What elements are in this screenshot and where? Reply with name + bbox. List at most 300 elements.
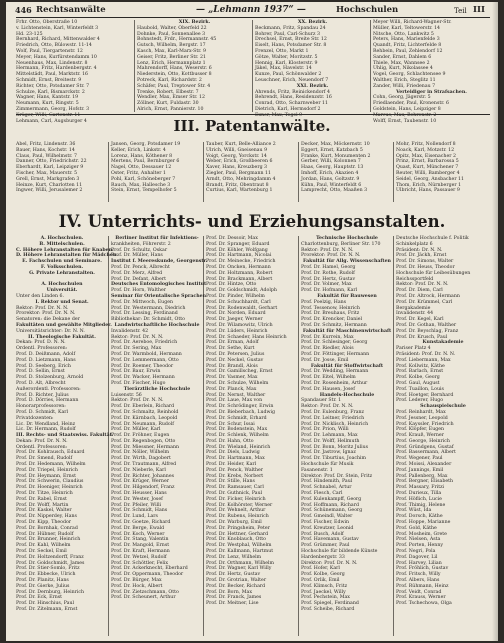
top-column-1 — [16, 20, 135, 124]
listing-line: Prof. Dr. Lehmann, Max — [301, 433, 358, 439]
listing-line: Prof. Dr. Riedler, Alois — [301, 346, 354, 352]
listing-line: Prof. Dr. Warburg, Emil — [206, 520, 262, 526]
listing-line: Prof. Dr. Schur, Issai — [206, 421, 255, 427]
listing-line: Cohn, Georg, Jägerstr. 5 — [373, 95, 431, 101]
listing-line: Claus, Paul, Wilhelmstr. 7 — [16, 153, 77, 159]
listing-line: Prof. Dr. Wieland, Heinrich — [206, 444, 271, 450]
listing-line: Opitz, Max, Eisenacher 2 — [396, 153, 456, 159]
listing-line: Prof. Dr. Wehnelt, Arthur — [206, 508, 266, 514]
listing-line: Prof. Dr. Köhler, Wolfgang — [206, 247, 268, 253]
listing-line: Prof. Dr. Kipp, Theodor — [16, 520, 72, 526]
listing-line: Prof. Dr. Dernburg, Heinrich — [16, 589, 85, 595]
listing-line: Eberhardt, Karl, Leipziger 9 — [16, 165, 84, 171]
listing-line: Kunze, Paul, Schönwalder 2 — [255, 72, 322, 78]
listing-line: Beckmann, Fritz, Spandau 24 — [255, 25, 326, 31]
listing-line: Prof. Liebermann, Max — [396, 357, 451, 363]
listing-line: Peters, Hans, Marienfelde 3 — [373, 37, 440, 43]
listing-line: Danner, Otto, Friedrichstr. 22 — [16, 159, 87, 165]
listing-line: Prof. Tschechowa, Olga — [396, 601, 452, 607]
listing-line: Prof. Poelzig, Hans — [301, 299, 347, 305]
listing-line: Prof. Dr. Gierke, Julius — [16, 583, 70, 589]
listing-line: Friedrich, Otto, Bülowstr. 11-14 — [16, 43, 92, 49]
listing-line: Prof. Gold, Käthe — [396, 525, 437, 531]
listing-line: Prof. Dr. Hinschius, Paul — [16, 601, 75, 607]
listing-line: Goldstein, Hans, Leipziger 8 — [373, 106, 441, 112]
listing-line: Prof. Dr. Schwerin, Claudius — [16, 479, 84, 485]
listing-line: Hd. 23-125 — [16, 31, 43, 37]
listing-line: Prof. Moissi, Alexander — [396, 462, 452, 468]
listing-line: Franke, Kurt, Monumenten 2 — [301, 153, 371, 159]
listing-line: Prof. Fröhlich, Gustav — [396, 566, 449, 572]
listing-line: Prof. Dr. Krüger, Werner — [111, 479, 169, 485]
listing-line: Deutsches Entomologisches Institut — [111, 282, 207, 288]
listing-line: Prof. Barlach, Ernst — [396, 369, 444, 375]
listing-line: Prof. Dr. Titze, Heinrich — [16, 491, 73, 497]
listing-line: Alrich, Ernst, Pannierstr. 10 — [137, 106, 204, 112]
listing-line: Meyer, Hans, Kurfürstendamm 10 — [16, 54, 97, 60]
listing-line: Marcus, Max, Behrenstr. 2 — [373, 112, 437, 118]
listing-line: Prof. Dr. Kurrein, Max — [301, 334, 354, 340]
listing-line: Prof. D. Stolzenburg, Arnold — [16, 375, 84, 381]
listing-line: Prof. Dr. Oncken, Hermann — [206, 264, 271, 270]
listing-line: Prof. Dr. Kaskel, Walter — [16, 508, 72, 514]
listing-line: Prof. Jannings, Emil — [396, 467, 444, 473]
listing-line: Prof. Dr. Leitner, Friedrich — [301, 415, 365, 421]
listing-line: Noack, Karl, Motzstr. 12 — [396, 147, 455, 153]
low-column-5 — [396, 236, 490, 636]
listing-line: Direktor: Prof. Dr. N. N. — [301, 560, 358, 566]
listing-line: Prof. Schnabel, Artur — [301, 485, 352, 491]
listing-line: Prof. Dr. Wilamowitz, Ulrich — [206, 322, 273, 328]
listing-line: Prof. Dr. Dessoir, Max — [206, 236, 258, 241]
listing-line: Prof. Dr. Kahl, Wilhelm — [16, 543, 71, 549]
running-title-center: — „Lehmann 1937“ — — [196, 5, 306, 15]
listing-line: Pohl, Karl, Schöneberger 7 — [111, 176, 176, 182]
listing-line: XXI. Bezirk. — [296, 83, 329, 89]
low-column-2 — [111, 236, 208, 636]
listing-line: Prof. Dr. Hock, Albert — [111, 583, 163, 589]
listing-line: Bergakademie — [396, 305, 431, 311]
listing-line: Weber, Erich, Großbeeren 6 — [206, 159, 273, 165]
listing-line: Prof. Dr. Breuhaus, Fritz — [301, 311, 360, 317]
listing-line: Lic. Dr. Wendland, Heinz — [16, 421, 76, 427]
mid-column-3 — [206, 142, 299, 202]
listing-line: Prof. Flesch, Carl — [301, 491, 343, 497]
listing-line: Prof. Durieux, Tilla — [396, 491, 442, 497]
listing-line: Frenzel, Otto, Markt 1 — [255, 48, 309, 54]
listing-line: Hennig, Karl, Klosterstr. 9 — [255, 60, 318, 66]
listing-line: Prof. Dr. Penck, Albrecht — [111, 264, 170, 270]
listing-line: Prof. Dr. Schaeder, Hans Heinrich — [206, 334, 287, 340]
listing-line: Uhlig, Kurt, Nikolassee 4 — [373, 66, 433, 72]
listing-line: Prof. Kulenkampff, Georg — [301, 496, 362, 502]
listing-line: Prof. Wüst, Ida — [396, 508, 432, 514]
listing-line: Rektor: Prof. Dr. N. N. — [111, 398, 164, 404]
listing-line: Außerordentl. Professoren: — [16, 386, 81, 392]
listing-line: Prof. Kreutzer, Leonid — [301, 525, 354, 531]
listing-line: Prof. Reinhardt, Max — [396, 409, 446, 415]
listing-line: Prof. Dr. Hintze, Otto — [206, 282, 257, 288]
listing-line: Prof. Dr. Hofmann, Karl — [301, 288, 358, 294]
listing-line: Prof. Fischer, Edwin — [301, 520, 349, 526]
listing-line: Prof. Grümmer, Paul — [301, 543, 350, 549]
listing-line: Xaver, Hans, Kreuzberg 3 — [206, 165, 268, 171]
listing-line: Neuenhaus, Max, Lindenstr. 8 — [16, 60, 88, 66]
listing-line: Prof. Dr. Wacker, Hermann — [111, 375, 175, 381]
listing-line: v. Lichtenstein, Karl, Winterfeldt 3 — [16, 25, 99, 31]
listing-line: XX. Bezirk. — [297, 20, 328, 25]
listing-line: Prof. Dr. Wedding, Hermann — [301, 369, 369, 375]
listing-line: Prof. Dr. Zitelmann, Ernst — [16, 607, 78, 612]
listing-line: Fakultät für Allg. Wissenschaften — [303, 259, 391, 265]
top-listing — [16, 20, 490, 124]
listing-line: Handels-Hochschule — [319, 392, 375, 398]
listing-line: Prof. Dr. Lund, Lars — [111, 514, 158, 520]
listing-line: Kasch, Max, Karl-Marx-Str. 9 — [137, 48, 206, 54]
listing-line: Prof. Dr. Krencker, Daniel — [301, 317, 363, 323]
listing-line: Prof. Dr. Horn, Walther — [111, 288, 166, 294]
listing-line: Prof. Gmeindl, Walter — [301, 514, 353, 520]
listing-line: Prof. Dr. Stille, Hans — [206, 479, 255, 485]
listing-line: Prof. Dr. Schmitz, Hermann — [301, 322, 367, 328]
listing-line: Prof. Dr. Schulze, Wilhelm — [206, 380, 269, 386]
listing-line: II. Theologische Fakultät. — [28, 334, 96, 340]
listing-line: Leuschner, Erich, Neuendorf 7 — [255, 77, 329, 83]
listing-line: Prof. Dr. Beyschlag, Franz — [396, 328, 459, 334]
listing-line: Rektor: Prof. Dr. N. N. — [396, 282, 449, 288]
listing-line: Prof. Dr. Mittwoch, Eugen — [111, 299, 173, 305]
mid-column-2 — [111, 142, 204, 202]
page-header — [6, 2, 498, 18]
listing-line: Hochschule für Musik — [301, 462, 354, 468]
listing-line: Prof. Dr. Berge, Ewald — [111, 525, 165, 531]
listing-line: Prof. Negri, Pola — [396, 549, 436, 555]
listing-line: Prof. Dr. Miessner, Hermann — [111, 444, 179, 450]
listing-line: Prof. Dr. Laue, Max von — [206, 398, 263, 404]
listing-line: Prof. Dr. Meinecke, Friedrich — [206, 259, 276, 265]
listing-line: Thom, Erich, Nürnberger 1 — [396, 182, 462, 188]
listing-line: XIX. Bezirk. — [178, 20, 211, 25]
listing-line: Prof. Fritsch, Willy — [396, 572, 441, 578]
listing-line: Prof. Dr. Brunner, Heinrich — [16, 537, 81, 543]
listing-line: Prof. Dr. Lenz, Wilhelm — [206, 554, 262, 560]
listing-line: Prorektor: Prof. Dr. N. N. — [16, 311, 76, 317]
listing-line: Oster, Fritz, Anhalter 1 — [111, 170, 167, 176]
listing-line: Prof. Nielsen, Asta — [396, 537, 441, 543]
listing-line: Fakultäten und gewählte Mitglieder. — [16, 322, 112, 328]
listing-line: Prof. Dr. Krusch, Paul — [396, 334, 448, 340]
listing-line: E. Fachschulen und Seminare. — [22, 259, 102, 265]
listing-line: Prof. Höflich, Lucie — [396, 496, 442, 502]
listing-line: Prof. Dr. Oppermann, Theodor — [111, 572, 184, 578]
listing-line: Prof. Gründgens, Gustaf — [396, 444, 454, 450]
listing-line: Prof. Krauß, Werner — [396, 433, 444, 439]
listing-line: Prof. Dr. Born, Max — [206, 589, 252, 595]
listing-line: Prof. D. Deißmann, Adolf — [16, 351, 76, 357]
listing-line: Kunstakademie — [422, 340, 464, 346]
listing-line: Prof. Dr. Heuss, Theodor — [396, 264, 455, 270]
listing-line: Walther, Erich, Steglitz 11 — [373, 77, 436, 83]
listing-line: Reichssportfeld — [396, 276, 434, 282]
listing-line: Prof. Dr. Jaeger, Werner — [206, 317, 263, 323]
low-column-3 — [206, 236, 299, 636]
listing-line: Dekan: Prof. D. N. N. — [16, 340, 66, 346]
part-number: III — [473, 5, 485, 15]
listing-line: Ulbricht, Hans, Passauer 9 — [396, 188, 460, 194]
listing-line: Prof. Dr. Hamel, Georg — [301, 264, 356, 270]
listing-line: Sander, Ernst, Dahlem 6 — [373, 54, 432, 60]
listing-line: Prof. Dr. Stang, Valentin — [111, 537, 169, 543]
listing-line: Grell, Ernst, Markgrafen 3 — [16, 176, 80, 182]
listing-line: Prof. Dr. Vasmer, Max — [206, 375, 258, 381]
listing-line: Müller, Karl, Teltowerstr. 14 — [373, 25, 441, 31]
listing-line: D. Höhere Lehranstalten für Mädchen. — [16, 253, 118, 259]
listing-line: Rauch, Max, Hallesche 3 — [111, 182, 171, 188]
listing-line: Prinz, Ernst, Barbarossa 5 — [396, 159, 459, 165]
listing-line: Spandauer Str. 1 — [301, 398, 342, 404]
listing-line: Prof. Dr. Diem, Carl — [396, 288, 443, 294]
listing-line: Meyer Willi, Richard-Wagner-Str. — [373, 20, 452, 25]
listing-line: Prof. Dr. Heusser, Hans — [111, 491, 167, 497]
listing-line: Prof. Hoetger, Bernhard — [396, 392, 454, 398]
listing-line: Prof. Dr. Pfeiler, Willi — [111, 502, 162, 508]
listing-line: Kühn, Paul, Winterfeldt 6 — [301, 182, 362, 188]
listing-line: Tierärztliche Hochschule — [123, 386, 191, 392]
listing-line: Götze, Walter, Moritzstr. 5 — [255, 54, 318, 60]
listing-line: Präsident: Dr. N. N. — [396, 247, 443, 253]
listing-line: Prof. Dr. Heymann, Ernst — [16, 473, 76, 479]
listing-line: Universitätsrichter: Dr. N. N. — [16, 328, 85, 334]
listing-line: Prof. Dr. Wolff, Hellmuth — [301, 438, 360, 444]
listing-line: Conrad, Otto, Scharnweber 11 — [255, 101, 329, 107]
listing-line: Thiele, Max, Wannsee 2 — [373, 60, 430, 66]
listing-line: Eggert, Ernst, Katzbach 5 — [301, 147, 363, 153]
listing-line: Prof. D. Dörries, Hermann — [16, 398, 79, 404]
listing-line: Nagel, Otto, Dessauer 12 — [111, 165, 172, 171]
listing-line: Verteidiger in Strafsachen. — [396, 89, 467, 95]
header-rule — [16, 17, 490, 18]
listing-line: Ingwer, Willi, Jerusalemer 2 — [16, 188, 83, 194]
listing-line: G. Private Lehranstalten. — [29, 270, 95, 276]
listing-line: Potreck, Karl, Richardstr. 2 — [137, 77, 202, 83]
listing-line: Prof. Dr. Sering, Max — [111, 346, 162, 352]
listing-line: Heinze, Kurt, Charlotten 11 — [16, 182, 83, 188]
listing-line: Prof. Dr. Pringsheim, Peter — [206, 525, 270, 531]
listing-line: Prof. D. Seeberg, Erich — [16, 363, 71, 369]
listing-line: Schauspielschule — [420, 404, 466, 410]
listing-line: Fakultät für Bauwesen — [317, 293, 377, 299]
listing-line: Prof. Dr. Smend, Rudolf — [16, 456, 73, 462]
listing-line: Luisenstr. 56 — [111, 392, 142, 398]
listing-line: Vogel, Georg, Schlachtensee 9 — [373, 72, 446, 78]
listing-line: Geiser, Fritz, Berliner Str. 21 — [137, 54, 206, 60]
listing-line: Ahrends, Fritz, Reinickendorf 4 — [255, 89, 330, 95]
listing-line: Berliner Institut für Infektions- — [115, 236, 199, 241]
listing-line: Prof. Dr. Hartmann, Max — [206, 456, 265, 462]
listing-line: Prof. Lederer, Hugo — [396, 398, 444, 404]
listing-line: Mahrendorff, Hans, Weserstr. 6 — [137, 66, 212, 72]
listing-line: Prof. Dr. Prion, Willi — [301, 427, 349, 433]
running-title-right: Hochschulen — [336, 5, 399, 15]
listing-line: Prof. Dr. Kolhörster, Werner — [206, 502, 273, 508]
listing-line: Stein, Ernst, Tempelhofer 5 — [111, 188, 177, 194]
listing-line: Zöllner, Kurt, Fuldastr. 30 — [137, 101, 199, 107]
listing-line: Prof. Dr. Kegel, Karl — [396, 317, 444, 323]
listing-line: Jordan, Hans, Goltzstr. 9 — [301, 176, 360, 182]
listing-line: A. Hochschulen — [41, 282, 83, 288]
listing-line: Prof. Klöpfer, Eugen — [396, 427, 445, 433]
listing-line: Prof. Dr. Zietzschmann, Otto — [111, 589, 179, 595]
listing-line: Mertens, Paul, Bernburger 6 — [111, 159, 180, 165]
listing-line: Prof. Jessner, Leopold — [396, 415, 448, 421]
listing-line: Rektor: Prof. Dr. N. N. — [16, 305, 69, 311]
listing-line: Institut f. Meereskunde, Georgenstr. — [111, 259, 208, 265]
listing-line: Prof. Dr. Hausen, Josef — [301, 386, 355, 392]
listing-line: Prof. Dr. Eck, Ernst — [16, 595, 63, 601]
listing-line: Schmidt, Ernst, Breitestr. 9 — [16, 77, 82, 83]
listing-line: Prof. Dr. Becker, Richard — [206, 583, 266, 589]
listing-line: Prof. Dr. Richter, Johannes — [111, 473, 174, 479]
listing-line: Reuter, Willi, Bamberger 4 — [396, 170, 460, 176]
listing-line: Invalidenstr. 42 — [111, 328, 149, 334]
listing-line: Pariser Platz 4 — [396, 346, 431, 352]
listing-line: Prof. Dr. Bieberbach, Ludwig — [206, 409, 276, 415]
listing-line: Prof. Dr. Schuchhardt, Carl — [206, 299, 271, 305]
listing-line: C. Höhere Lehranstalten für Knaben. — [16, 247, 114, 253]
listing-line: Prof. Dr. Bornhak, Conrad — [16, 525, 78, 531]
listing-line: Jansen, Georg, Potsdamer 19 — [111, 142, 181, 147]
listing-line: Dietrich, Karl, Hermsdorf 2 — [255, 106, 321, 112]
page-number: 446 — [15, 5, 32, 15]
listing-line: Schäfer, Paul, Treptower Str. 4 — [137, 83, 211, 89]
listing-line: Prof. Dr. Föttinger, Hermann — [301, 351, 370, 357]
listing-line: Technische Hochschule — [316, 236, 378, 241]
listing-line: Prof. Dr. Jastrow, Ignaz — [301, 450, 356, 456]
listing-line: Prof. Dr. Schrödinger, Erwin — [206, 404, 274, 410]
listing-line: Prof. Dr. Petersen, Julius — [206, 351, 265, 357]
listing-line: Prof. Dr. Hoeniger, Heinrich — [16, 485, 83, 491]
listing-line: Prof. Kollwitz, Käthe — [396, 363, 445, 369]
listing-line: Prof. Tuaillon, Louis — [396, 386, 444, 392]
listing-line: Prof. Dr. Mangold, Ernst — [111, 543, 170, 549]
listing-line: Quandt, Fritz, Lichterfelde 8 — [373, 43, 442, 49]
listing-line: Prof. Klimsch, Fritz — [301, 583, 348, 589]
listing-line: Behrendt, Hans, Residenzstr. 16 — [255, 95, 332, 101]
listing-line: III. Rechts- und Staatswiss. Fakultät. — [16, 433, 114, 439]
listing-line: Prof. Dr. Goetze, Richard — [111, 520, 171, 526]
listing-line: Lenz, Erich, Hermannplatz 1 — [137, 60, 206, 66]
listing-line: Prof. Dr. Pinder, Wilhelm — [206, 293, 265, 299]
listing-line: Arndt, Otto, Mehringdamm 4 — [206, 176, 276, 182]
listing-line: Prof. Pallenberg, Max — [396, 473, 448, 479]
listing-line: Prof. Dr. Kallmann, Hartmut — [206, 549, 274, 555]
book-page — [6, 2, 498, 641]
listing-line: Prof. Dr. Wetzel, Rudolf — [111, 554, 167, 560]
listing-line: Prof. Dr. Hertz, Gustav — [301, 276, 356, 282]
listing-line: Prof. Dr. Gothan, Walther — [396, 322, 457, 328]
listing-line: Prof. Dr. Hartmann, Nicolai — [206, 253, 272, 259]
listing-line: Prof. Dr. Ebbecke, Ulrich — [16, 572, 76, 578]
listing-line: Prof. Dr. Goldschmidt, James — [16, 560, 85, 566]
listing-line: Prof. Orlik, Emil — [301, 578, 340, 584]
listing-line: Fakultät für Stoffwirtschaft — [310, 363, 384, 369]
listing-line: Prof. Pechstein, Max — [301, 595, 350, 601]
listing-line: Prof. Dr. Aereboe, Friedrich — [111, 340, 178, 346]
listing-line: Niederstein, Otto, Kottbusser 8 — [137, 72, 212, 78]
top-column-2 — [137, 20, 253, 112]
listing-line: Prof. Dr. Tiburtius, Joachim — [301, 456, 366, 462]
listing-line: Hardenbergstr. 33 — [301, 554, 345, 560]
listing-line: Prof. Dr. Kraft, Hermann — [111, 549, 170, 555]
listing-line: Prof. Dr. Hilgendorf, Franz — [111, 485, 175, 491]
listing-line: Prof. D. Richter, Julius — [16, 392, 69, 398]
listing-line: Prof. Dr. Gamillscheg, Ernst — [206, 369, 273, 375]
listing-line: Frhr. Otto, Oberstraße 10 — [16, 20, 78, 25]
listing-line: Keller, Erich, Linkstr. 4 — [111, 147, 166, 153]
listing-line: Prof. Dr. Schultz, Oskar — [111, 247, 168, 253]
listing-line: Prof. D. Sellin, Ernst — [16, 369, 65, 375]
listing-line: Prof. Dr. Westphal, Wilhelm — [206, 543, 272, 549]
listing-line: Prof. Dr. Triepel, Heinrich — [16, 467, 78, 473]
listing-line: Prof. Dr. Nipperdey, Hans — [16, 514, 77, 520]
listing-line: Prof. Dr. Koch, Werner — [111, 531, 165, 537]
listing-line: Prof. Dr. Regenbogen, Otto — [111, 438, 176, 444]
listing-line: Prof. Dr. Orthmann, Wilhelm — [206, 560, 274, 566]
listing-line: Trenke, Robert, Elbestr. 7 — [137, 89, 199, 95]
listing-line: Schulze, Karl, Bismarckstr. 2 — [16, 89, 85, 95]
listing-line: Prof. Hindemith, Paul — [301, 479, 353, 485]
listing-line: Gutsch, Wilhelm, Bergstr. 17 — [137, 43, 206, 49]
listing-line: Prof. Dr. Nieberle, Karl — [111, 467, 166, 473]
listing-line: Gerber, Willi, Kolonnen 7 — [301, 159, 361, 165]
listing-line: Deutsche Hochschule f. Politik — [396, 236, 469, 241]
mid-column-5 — [396, 142, 490, 202]
listing-line: Universität. — [46, 288, 78, 294]
listing-line: Prof. Busch, Adolf — [301, 531, 344, 537]
listing-line: Prof. Dr. Knoblauch, Otto — [206, 537, 266, 543]
listing-line: Zander, Willi, Friedenau 7 — [373, 83, 436, 89]
listing-line: Prof. Dr. Erman, Adolf — [206, 340, 259, 346]
listing-line: Prof. Massary, Fritzi — [396, 485, 445, 491]
part-label: Teil — [454, 7, 467, 15]
listing-line: I. Rektor und Senat. — [35, 299, 89, 305]
listing-line: Prof. Dr. Penck, Walther — [206, 467, 264, 473]
low-column-1 — [16, 236, 118, 636]
listing-line: Landwirtschaftliche Hochschule — [114, 322, 200, 328]
listing-line: Prof. Dr. Wolff, Martin — [16, 502, 69, 508]
listing-line: Prof. Bassermann, Albert — [396, 450, 456, 456]
listing-line: Bohrer, Paul, Carl-Schurz 3 — [255, 31, 321, 37]
listing-line: Brandt, Fritz, Obentraut 8 — [206, 182, 269, 188]
listing-line: Haubold, Walter, Oberfeld 22 — [137, 25, 207, 31]
listing-line: Prof. Dr. Grotrian, Walter — [206, 578, 267, 584]
listing-line: Prof. Hoppe, Marianne — [396, 520, 451, 526]
section-4-heading: IV. Unterrichts- und Erziehungsanstalten. — [58, 212, 446, 231]
listing-line: Prof. Dr. Planitz, Hans — [16, 578, 69, 584]
listing-line: Imhoff, Erich, Akazien 4 — [301, 170, 359, 176]
educational-institutions-listing — [16, 236, 490, 636]
listing-line: Honorarprofessoren: — [16, 404, 66, 410]
page-edge-shadow — [492, 2, 498, 641]
listing-line: Präsident: Prof. Dr. N. N. — [396, 351, 456, 357]
listing-line: F. Volksschulen. — [40, 264, 84, 270]
listing-line: Wendler, Max, Emser Str. 12 — [137, 95, 205, 101]
listing-line: krankheiten, Föhrerstr. 2 — [111, 241, 171, 247]
listing-line: Prof. Dr. Bonn, Moritz Julius — [301, 444, 369, 450]
listing-line: Richter, Otto, Potsdamer Str. 7 — [16, 83, 90, 89]
listing-line: Prof. Dr. Norden, Eduard — [206, 311, 266, 317]
listing-line: Prof. Dr. Müller, Hans — [111, 253, 163, 259]
